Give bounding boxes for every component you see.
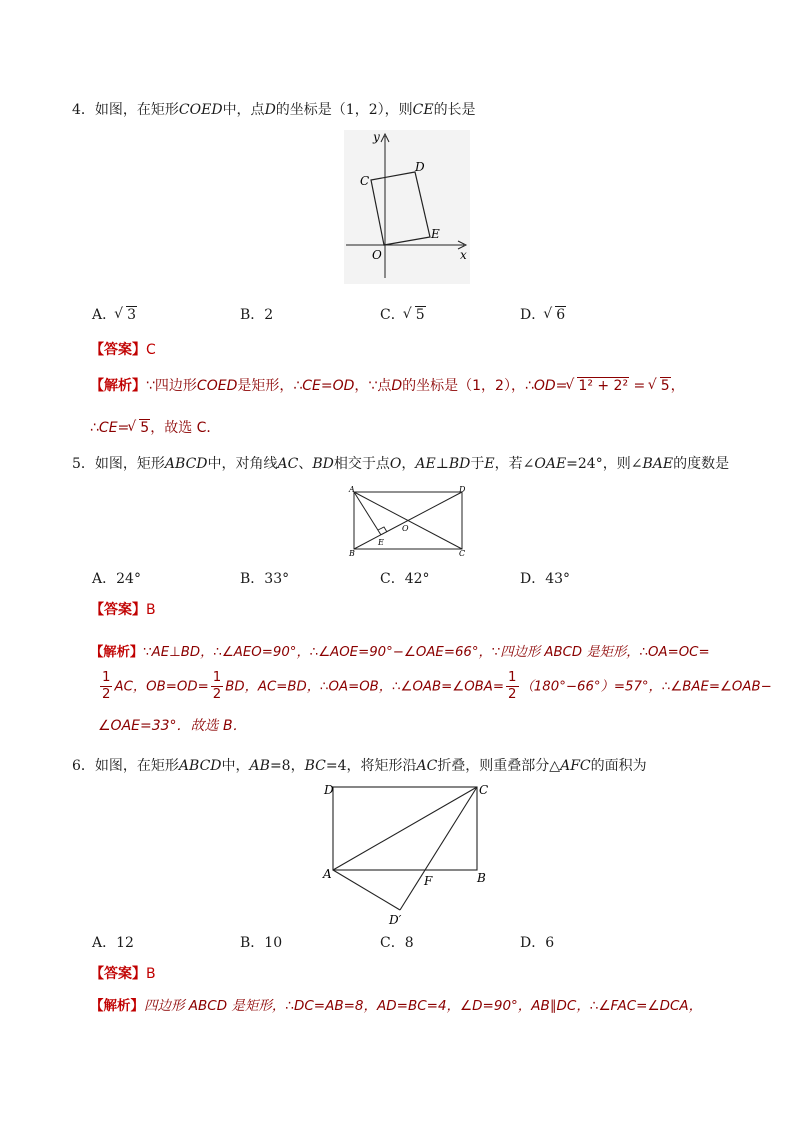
q6-label-D: D (324, 783, 334, 797)
q6-option-b: B．10 (240, 935, 283, 951)
q5-option-b: B．33° (240, 571, 290, 587)
q5-label-E: E (378, 538, 384, 547)
q4-label-y: y (373, 130, 380, 144)
q5-label-O: O (402, 524, 409, 533)
q6-label-D-prime: D′ (389, 913, 402, 926)
q5-analysis-line3: ∠OAE=33°．故选 B． (98, 718, 247, 734)
q6-option-d: D．6 (520, 935, 555, 951)
q6-label-A: A (323, 867, 332, 881)
q5-option-c: C．42° (380, 571, 430, 587)
q4-figure (340, 128, 472, 286)
q6-option-c: C．8 (380, 935, 414, 951)
q4-label-O: O (372, 248, 382, 262)
q6-figure (316, 778, 496, 926)
q4-option-d: D．√ 6 (520, 304, 566, 324)
q5-analysis-line2: $\frac{1}{2}$ AC，OB=OD= $\frac{1}{2}$ BD，AC=BD，∴OA=OB，∴∠OAB=∠OBA= $\frac{1}{2}$ （180°−66°）=57°，∴∠BAE=∠OAB− (102, 670, 772, 702)
q4-label-E: E (431, 227, 440, 241)
q4-analysis-line1: 【解析】∵四边形COED是矩形，∴CE=OD，∵点D的坐标是（1，2），∴OD=√ 1² + 2² = √ 5， (90, 376, 685, 396)
q4-answer: 【答案】C (90, 342, 156, 358)
q5-label-C: C (459, 549, 466, 558)
q5-figure (345, 484, 470, 558)
q4-option-b: B．2 (240, 307, 274, 323)
q5-label-D: D (459, 485, 466, 494)
q6-analysis-line1: 【解析】四边形 ABCD 是矩形，∴DC=AB=8，AD=BC=4，∠D=90°，AB∥DC，∴∠FAC=∠DCA， (90, 998, 703, 1014)
q5-label-B: B (349, 549, 355, 558)
q4-option-c: C．√ 5 (380, 304, 426, 324)
q4-analysis-line2: ∴CE=√ 5，故选 C． (90, 418, 220, 438)
q4-label-D: D (415, 160, 425, 174)
q5-label-A: A (349, 485, 355, 494)
q6-label-C: C (479, 783, 489, 797)
q5-option-a: A．24° (92, 571, 141, 587)
q5-answer: 【答案】B (90, 602, 156, 618)
q6-answer: 【答案】B (90, 966, 156, 982)
q4-label-x: x (460, 248, 467, 262)
q6-label-F: F (424, 874, 433, 888)
q4-option-a: A．√ 3 (92, 304, 137, 324)
q6-option-a: A．12 (92, 935, 134, 951)
q4-label-C: C (360, 174, 370, 188)
q6-label-B: B (477, 871, 486, 885)
q5-option-d: D．43° (520, 571, 571, 587)
q4-stem: 4．如图，在矩形COED中，点D的坐标是（1，2），则CE的长是 (72, 102, 476, 118)
q6-stem: 6．如图，在矩形ABCD中，AB=8，BC=4，将矩形沿AC折叠，则重叠部分△AFC的面积为 (72, 758, 647, 774)
q5-analysis-line1: 【解析】∵AE⊥BD，∴∠AEO=90°，∴∠AOE=90°−∠OAE=66°，∵四边形 ABCD 是矩形，∴OA=OC= (90, 645, 710, 660)
q5-stem: 5．如图，矩形ABCD中，对角线AC、BD相交于点O，AE⊥BD于E，若∠OAE=24°，则∠BAE的度数是 (72, 456, 730, 472)
